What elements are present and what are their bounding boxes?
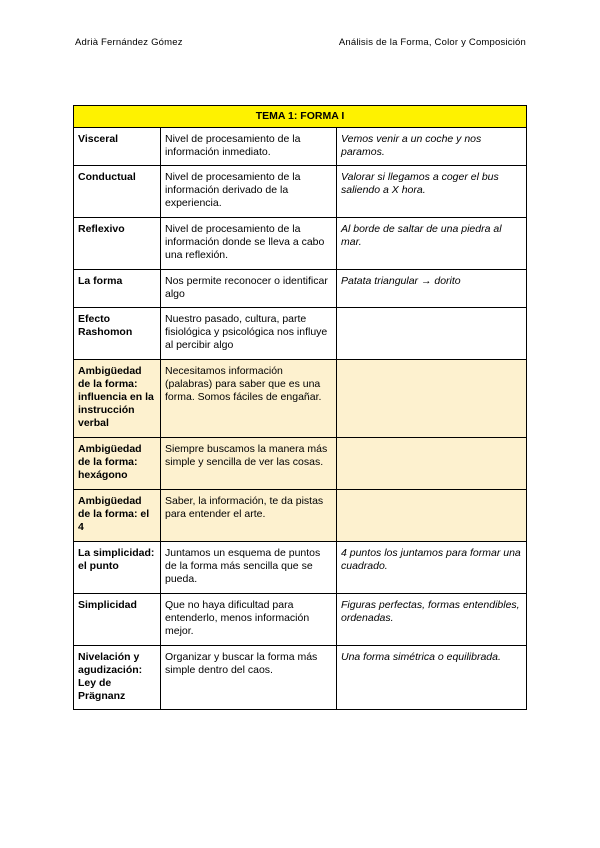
table-title-row <box>74 106 527 128</box>
definition-cell: Necesitamos información (palabras) para saber que es una forma. Somos fáciles de engañar. <box>161 360 337 438</box>
example-cell: Patata triangular → dorito <box>337 270 527 308</box>
term-cell: Ambigüedad de la forma: hexágono <box>74 438 161 490</box>
example-cell <box>337 308 527 360</box>
table-title: TEMA 1: FORMA I <box>74 106 527 128</box>
definition-cell: Juntamos un esquema de puntos de la forma más sencilla que se pueda. <box>161 542 337 594</box>
author-name: Adrià Fernández Gómez <box>75 37 183 48</box>
term-cell: Ambigüedad de la forma: el 4 <box>74 490 161 542</box>
concepts-table <box>73 105 527 710</box>
example-cell: Valorar si llegamos a coger el bus saliendo a X hora. <box>337 166 527 218</box>
page-header <box>75 37 526 48</box>
term-cell: Nivelación y agudización: Ley de Prägnanz <box>74 646 161 710</box>
definition-cell: Nuestro pasado, cultura, parte fisiológica y psicológica nos influye al percibir algo <box>161 308 337 360</box>
definition-cell: Nivel de procesamiento de la información inmediato. <box>161 128 337 166</box>
example-cell: Una forma simétrica o equilibrada. <box>337 646 527 710</box>
example-cell: 4 puntos los juntamos para formar una cuadrado. <box>337 542 527 594</box>
table-row <box>74 542 527 594</box>
term-cell: Reflexivo <box>74 218 161 270</box>
definition-cell: Nos permite reconocer o identificar algo <box>161 270 337 308</box>
definition-cell: Siempre buscamos la manera más simple y sencilla de ver las cosas. <box>161 438 337 490</box>
example-cell <box>337 360 527 438</box>
example-cell <box>337 438 527 490</box>
definition-cell: Organizar y buscar la forma más simple dentro del caos. <box>161 646 337 710</box>
definition-cell: Nivel de procesamiento de la información derivado de la experiencia. <box>161 166 337 218</box>
definition-cell: Que no haya dificultad para entenderlo, menos información mejor. <box>161 594 337 646</box>
table-row <box>74 646 527 710</box>
term-cell: Efecto Rashomon <box>74 308 161 360</box>
table-row <box>74 166 527 218</box>
term-cell: La simplicidad: el punto <box>74 542 161 594</box>
definition-cell: Saber, la información, te da pistas para entender el arte. <box>161 490 337 542</box>
table-row <box>74 490 527 542</box>
example-cell: Vemos venir a un coche y nos paramos. <box>337 128 527 166</box>
term-cell: Conductual <box>74 166 161 218</box>
table-row <box>74 360 527 438</box>
course-subject: Análisis de la Forma, Color y Composición <box>338 37 526 48</box>
table-row <box>74 128 527 166</box>
table-row <box>74 594 527 646</box>
term-cell: La forma <box>74 270 161 308</box>
definition-cell: Nivel de procesamiento de la información donde se lleva a cabo una reflexión. <box>161 218 337 270</box>
table-row <box>74 218 527 270</box>
example-cell <box>337 490 527 542</box>
table-row <box>74 438 527 490</box>
example-cell: Al borde de saltar de una piedra al mar. <box>337 218 527 270</box>
term-cell: Ambigüedad de la forma: influencia en la instrucción verbal <box>74 360 161 438</box>
term-cell: Simplicidad <box>74 594 161 646</box>
term-cell: Visceral <box>74 128 161 166</box>
table-row <box>74 308 527 360</box>
example-cell: Figuras perfectas, formas entendibles, ordenadas. <box>337 594 527 646</box>
table-row <box>74 270 527 308</box>
